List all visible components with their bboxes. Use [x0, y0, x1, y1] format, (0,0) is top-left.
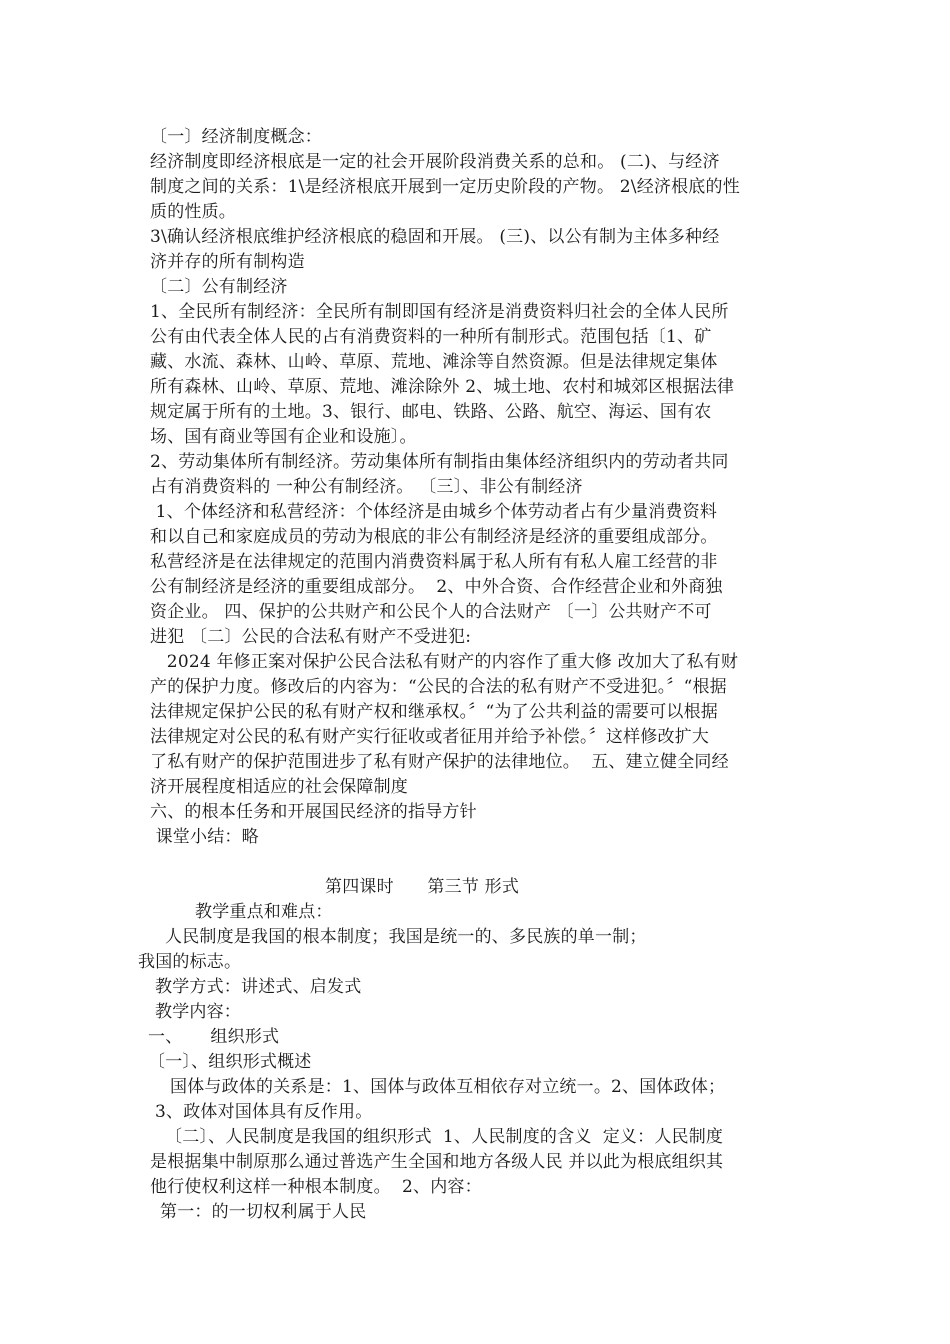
text-line: 济并存的所有制构造	[150, 252, 305, 272]
text-line: 教学方式：讲述式、启发式	[155, 977, 362, 997]
text-line: 法律规定对公民的私有财产实行征收或者征用并给予补偿。〞这样修改扩大	[150, 727, 710, 747]
text-line: 是根据集中制原那么通过普选产生全国和地方各级人民 并以此为根底组织其	[150, 1152, 724, 1172]
text-line: 占有消费资料的 一种公有制经济。 〔三〕、非公有制经济	[150, 477, 583, 497]
text-line: 教学内容：	[155, 1002, 241, 1022]
text-line: 国体与政体的关系是：1、国体与政体互相依存对立统一。2、国体政体；	[170, 1077, 726, 1097]
text-line: 了私有财产的保护范围进步了私有财产保护的法律地位。 五、建立健全同经	[150, 752, 729, 772]
text-line: 他行使权利这样一种根本制度。 2、内容：	[150, 1177, 482, 1197]
text-line: 公有由代表全体人民的占有消费资料的一种所有制形式。范围包括〔1、矿	[150, 327, 712, 347]
text-line: 法律规定保护公民的私有财产权和继承权。〞“为了公共利益的需要可以根据	[150, 702, 718, 722]
text-line: 经济制度即经济根底是一定的社会开展阶段消费关系的总和。 (二)、与经济	[150, 152, 720, 172]
text-line: 我国的标志。	[138, 952, 242, 972]
text-line: 第一：的一切权利属于人民	[160, 1202, 367, 1222]
text-line: 教学重点和难点：	[195, 902, 333, 922]
text-line: 场、国有商业等国有企业和设施〕。	[150, 427, 417, 447]
class-summary: 课堂小结：略	[150, 827, 259, 847]
text-line: 1、个体经济和私营经济：个体经济是由城乡个体劳动者占有少量消费资料	[150, 502, 718, 522]
text-line: 质的性质。	[150, 202, 236, 222]
text-line: 六、的根本任务和开展国民经济的指导方针	[150, 802, 477, 822]
text-line: 公有制经济是经济的重要组成部分。 2、中外合资、合作经营企业和外商独	[150, 577, 723, 597]
text-line: 产的保护力度。修改后的内容为：“公民的合法的私有财产不受进犯。〞“根据	[150, 677, 727, 697]
heading-economic-system-concept: 〔一〕经济制度概念：	[150, 127, 322, 147]
text-line: 所有森林、山岭、草原、荒地、滩涂除外 2、城土地、农村和城郊区根据法律	[150, 377, 735, 397]
text-line: 1、全民所有制经济：全民所有制即国有经济是消费资料归社会的全体人民所	[150, 302, 729, 322]
lesson-title: 第四课时 第三节 形式	[325, 877, 520, 897]
text-line: 进犯 〔二〕公民的合法私有财产不受进犯:	[150, 627, 472, 647]
text-line: 〔一〕、组织形式概述	[148, 1052, 312, 1072]
text-line: 规定属于所有的土地。3、银行、邮电、铁路、公路、航空、海运、国有农	[150, 402, 712, 422]
text-line: 藏、水流、森林、山岭、草原、荒地、滩涂等自然资源。但是法律规定集体	[150, 352, 718, 372]
text-line: 3\确认经济根底维护经济根底的稳固和开展。 (三)、以公有制为主体多种经	[150, 227, 720, 247]
text-line: 济开展程度相适应的社会保障制度	[150, 777, 408, 797]
section-heading: 一、 组织形式	[148, 1027, 280, 1047]
text-line: 制度之间的关系：1\是经济根底开展到一定历史阶段的产物。 2\经济根底的性	[150, 177, 740, 197]
text-line: 〔二〕、人民制度是我国的组织形式 1、人民制度的含义 定义：人民制度	[165, 1127, 724, 1147]
text-line: 人民制度是我国的根本制度；我国是统一的、多民族的单一制；	[165, 927, 647, 947]
text-line: 资企业。 四、保护的公共财产和公民个人的合法财产 〔一〕公共财产不可	[150, 602, 712, 622]
text-line: 3、政体对国体具有反作用。	[155, 1102, 373, 1122]
text-line: 和以自己和家庭成员的劳动为根底的非公有制经济是经济的重要组成部分。	[150, 527, 718, 547]
text-line: 2024 年修正案对保护公民合法私有财产的内容作了重大修 改加大了私有财	[150, 652, 739, 672]
heading-public-ownership: 〔二〕公有制经济	[150, 277, 288, 297]
text-line: 私营经济是在法律规定的范围内消费资料属于私人所有有私人雇工经营的非	[150, 552, 718, 572]
text-line: 2、劳动集体所有制经济。劳动集体所有制指由集体经济组织内的劳动者共同	[150, 452, 729, 472]
